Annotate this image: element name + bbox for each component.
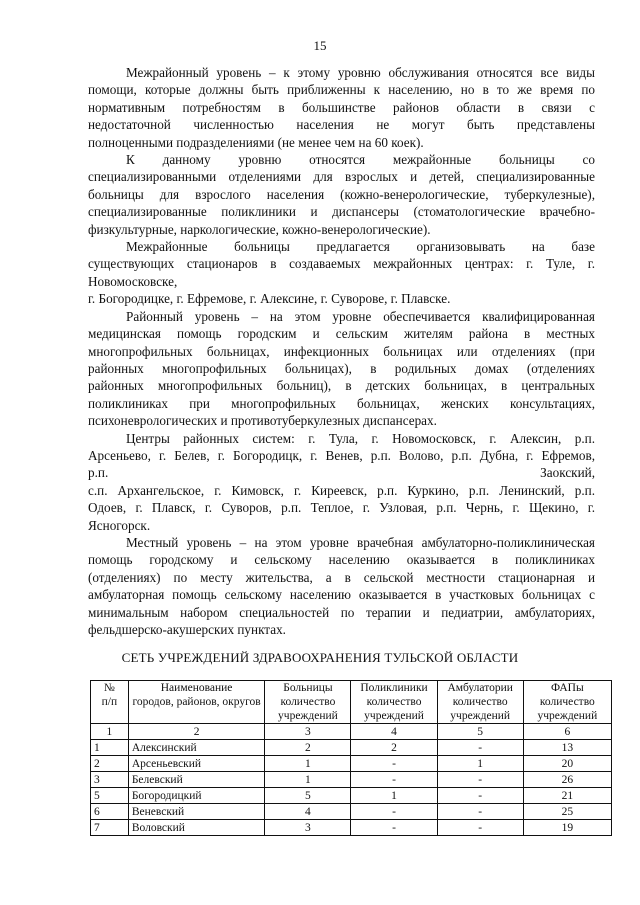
column-number: 3 (265, 724, 351, 740)
column-header-hospitals: Больницы количество учреждений (265, 681, 351, 724)
column-number-row (91, 724, 612, 740)
paragraph-line: специализированными отделениями для взрослых и детей, специализированные (88, 169, 595, 185)
paragraph-line: минимальным набором специальностей по терапии и педиатрии, амбулаториях, (88, 604, 595, 620)
paragraph-line: помощи, которые должны быть приближенны к населению, но в то же время по (88, 82, 595, 98)
page-number: 15 (313, 38, 327, 53)
faps-count: 25 (523, 804, 611, 820)
paragraph-line: Межрайонные больницы предлагается организовывать на базе (126, 239, 595, 255)
paragraph-line: физкультурные, наркологические, кожно-венерологические). (88, 221, 431, 237)
ambulatories-count: 1 (437, 756, 523, 772)
faps-count: 19 (523, 820, 611, 836)
table-row (91, 788, 612, 804)
paragraph-line: фельдшерско-акушерских пунктах. (88, 622, 286, 637)
hospitals-count: 5 (265, 788, 351, 804)
column-number: 4 (351, 724, 437, 740)
ambulatories-count: - (437, 740, 523, 756)
paragraph-line: Районный уровень – на этом уровне обеспечивается квалифицированная (126, 308, 595, 324)
paragraph-line: р.п. Заокский, (88, 465, 595, 481)
column-number: 1 (91, 724, 129, 740)
polyclinics-count: 2 (351, 740, 437, 756)
paragraph-line: специализированные поликлиники и диспансеры (стоматологические врачебно- (88, 204, 595, 220)
row-number: 1 (91, 740, 129, 756)
column-header-ambulatories: Амбулатории количество учреждений (437, 681, 523, 724)
ambulatories-count: - (437, 788, 523, 804)
paragraph-line: Межрайонный уровень – к этому уровню обслуживания относятся все виды (126, 65, 595, 80)
healthcare-network-table (90, 680, 612, 836)
paragraph-line: Одоев, г. Плавск, г. Суворов, р.п. Теплое, г. Узловая, р.п. Чернь, г. Щекино, г. (88, 500, 595, 516)
polyclinics-count: - (351, 804, 437, 820)
row-number: 7 (91, 820, 129, 836)
table-row (91, 772, 612, 788)
district-name: Веневский (128, 804, 265, 820)
paragraph-local-level (88, 534, 595, 638)
faps-count: 21 (523, 788, 611, 804)
paragraph-line: К данному уровню относятся межрайонные больницы со (126, 152, 595, 168)
hospitals-count: 2 (265, 740, 351, 756)
paragraph-line: многопрофильных больницах, инфекционных больницах или отделениях (при (88, 343, 595, 359)
table-title: СЕТЬ УЧРЕЖДЕНИЙ ЗДРАВООХРАНЕНИЯ ТУЛЬСКОЙ ОБЛАСТИ (121, 650, 519, 665)
ambulatories-count: - (437, 820, 523, 836)
paragraph-line: медицинская помощь городским и сельским жителям района в местных (88, 326, 595, 342)
column-header-name: Наименование городов, районов, округов (128, 681, 265, 724)
row-number: 6 (91, 804, 129, 820)
hospitals-count: 4 (265, 804, 351, 820)
polyclinics-count: - (351, 756, 437, 772)
faps-count: 26 (523, 772, 611, 788)
hospitals-count: 3 (265, 820, 351, 836)
row-number: 3 (91, 772, 129, 788)
table-row (91, 820, 612, 836)
paragraph-line: (отделениях) по месту жительства, а в сельской местности стационарная и (88, 569, 595, 585)
paragraph-line: с.п. Архангельское, г. Кимовск, г. Киреевск, р.п. Куркино, р.п. Ленинский, р.п. (88, 482, 595, 498)
paragraph-line: районных многопрофильных больницах), в родильных домах (отделениях (88, 360, 595, 376)
paragraph-line: психоневрологических и противотуберкулезных диспансерах. (88, 413, 437, 429)
paragraph-interdistrict-centers (88, 238, 595, 308)
paragraph-line: помощь городскому и сельскому населению оказывается в поликлиниках (88, 552, 595, 568)
document-body (88, 64, 595, 638)
row-number: 2 (91, 756, 129, 772)
paragraph-line: полноценными подразделениями (не менее чем на 60 коек). (88, 134, 424, 150)
paragraph-line: существующих стационаров в создаваемых межрайонных центрах: г. Туле, г. (88, 256, 595, 272)
paragraph-line: Центры районных систем: г. Тула, г. Новомосковск, г. Алексин, р.п. (126, 430, 595, 446)
polyclinics-count: - (351, 772, 437, 788)
paragraph-line: нормативным потребностям в большинстве районов области в связи с (88, 99, 595, 115)
paragraph-line: Ясногорск. (88, 517, 151, 533)
hospitals-count: 1 (265, 756, 351, 772)
paragraph-district-level (88, 308, 595, 430)
district-name: Арсеньевский (128, 756, 265, 772)
ambulatories-count: - (437, 772, 523, 788)
column-header-number: № п/п (91, 681, 129, 724)
district-name: Воловский (128, 820, 265, 836)
column-number: 6 (523, 724, 611, 740)
row-number: 5 (91, 788, 129, 804)
polyclinics-count: - (351, 820, 437, 836)
column-number: 5 (437, 724, 523, 740)
paragraph-line: г. Богородицке, г. Ефремове, г. Алексине, г. Суворове, г. Плавске. (88, 291, 451, 307)
paragraph-line: Новомосковске, (88, 273, 178, 289)
paragraph-interdistrict-hospitals (88, 151, 595, 238)
table-header-row (91, 681, 612, 724)
paragraph-interdistrict-level (88, 64, 595, 151)
hospitals-count: 1 (265, 772, 351, 788)
paragraph-line: районных многопрофильных больниц), в детских больницах, в центральных (88, 378, 595, 394)
paragraph-line: больницы для взрослого населения (кожно-венерологические, туберкулезные), (88, 186, 595, 202)
paragraph-line: Местный уровень – на этом уровне врачебная амбулаторно-поликлиническая (126, 534, 595, 550)
district-name: Богородицкий (128, 788, 265, 804)
ambulatories-count: - (437, 804, 523, 820)
faps-count: 13 (523, 740, 611, 756)
paragraph-line: поликлиниках при многопрофильных больницах, женских консультациях, (88, 395, 595, 411)
faps-count: 20 (523, 756, 611, 772)
column-number: 2 (128, 724, 265, 740)
paragraph-line: недостаточной численностью населения не могут быть представлены (88, 117, 595, 133)
paragraph-line: Арсеньево, г. Белев, г. Богородицк, г. Венев, р.п. Волово, р.п. Дубна, г. Ефремов, (88, 447, 595, 463)
district-name: Белевский (128, 772, 265, 788)
polyclinics-count: 1 (351, 788, 437, 804)
column-header-polyclinics: Поликлиники количество учреждений (351, 681, 437, 724)
table-row (91, 804, 612, 820)
district-name: Алексинский (128, 740, 265, 756)
table-row (91, 740, 612, 756)
paragraph-line: амбулаторная помощь сельскому населению оказывается в участковых больницах с (88, 587, 595, 603)
paragraph-district-centers (88, 430, 595, 534)
table-row (91, 756, 612, 772)
column-header-faps: ФАПы количество учреждений (523, 681, 611, 724)
